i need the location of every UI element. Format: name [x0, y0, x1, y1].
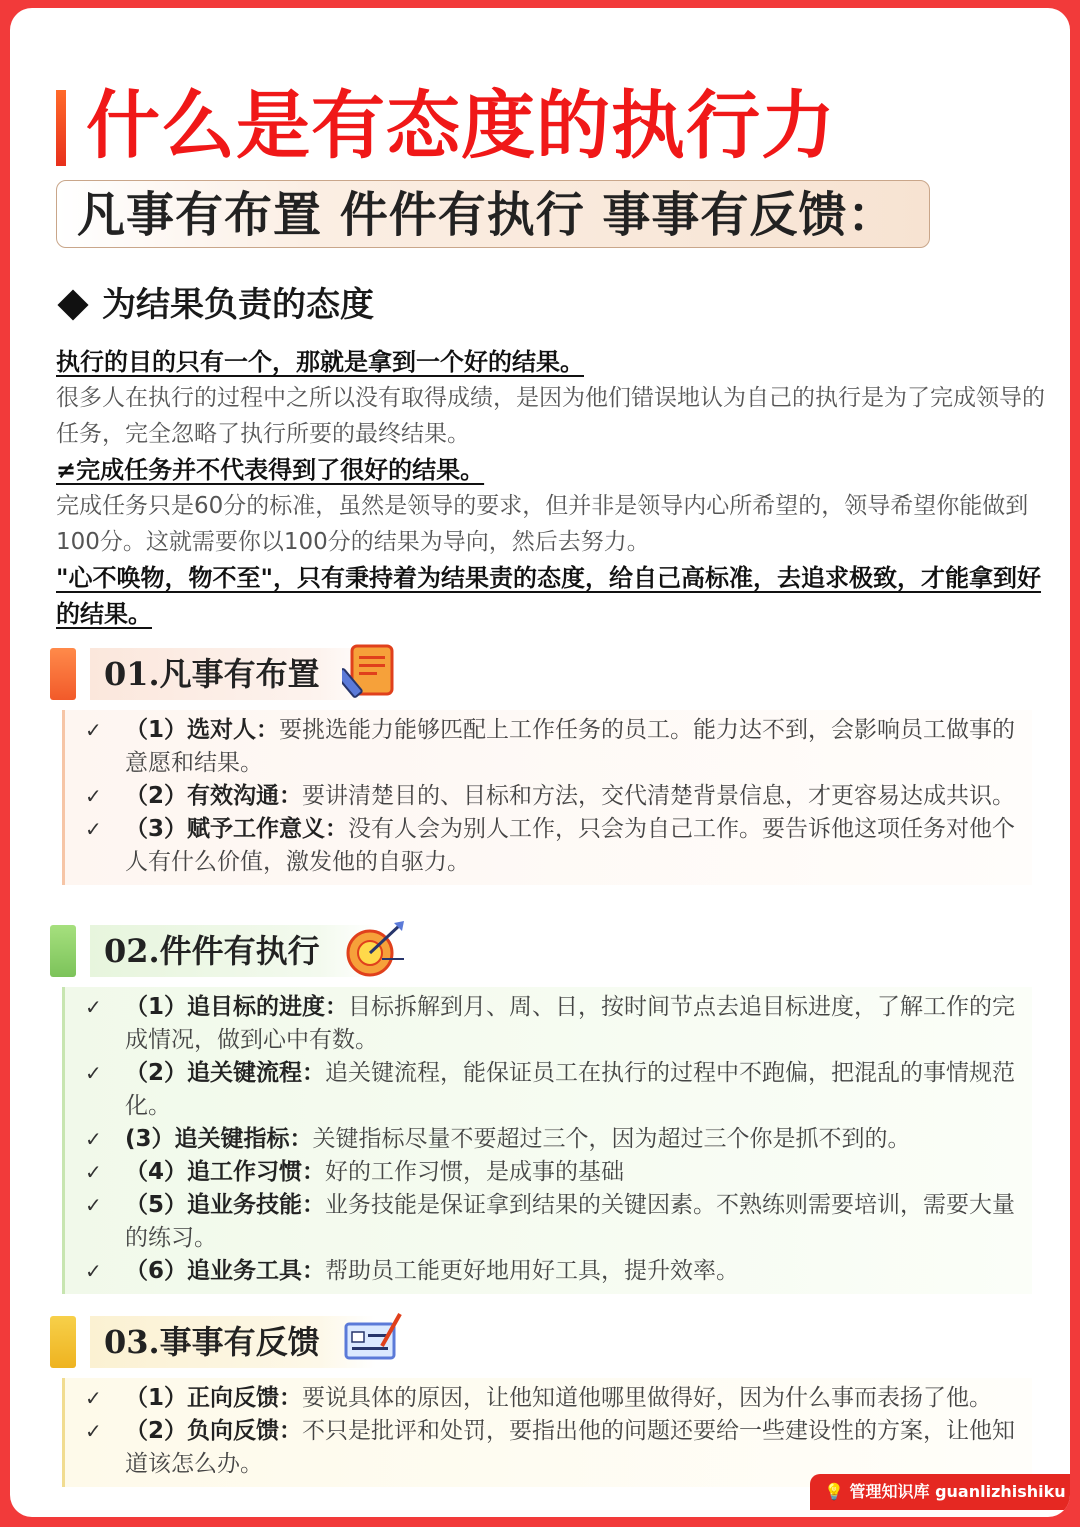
section-02-bar	[50, 925, 76, 977]
check-icon: ✓	[85, 1419, 102, 1443]
list-item	[73, 714, 1032, 780]
item-text: 帮助员工能更好地用好工具，提升效率。	[325, 1258, 740, 1284]
intro-emphasis-3: "心不唤物，物不至"，只有秉持着为结果责的态度，给自己高标准，去追求极致，才能拿到好的结果。	[56, 564, 1042, 628]
item-label: （1）追目标的进度：	[125, 994, 349, 1020]
page-card	[10, 8, 1070, 1517]
target-icon	[342, 919, 406, 981]
lightbulb-icon: 💡	[824, 1482, 850, 1501]
check-icon: ✓	[85, 817, 102, 841]
check-icon: ✓	[85, 718, 102, 742]
check-icon: ✓	[85, 995, 102, 1019]
section-03-title: 03.事事有反馈	[90, 1316, 376, 1368]
check-icon: ✓	[85, 1193, 102, 1217]
check-icon: ✓	[85, 1160, 102, 1184]
item-text: 目标拆解到月、周、日，按时间节点去追目标进度，了解工作的完成情况，做到心中有数。	[125, 994, 1016, 1053]
section-03-header	[50, 1316, 430, 1368]
section-01-header	[50, 648, 430, 700]
section-01-title: 01.凡事有布置	[90, 648, 376, 700]
subtitle-banner: 凡事有布置 件件有执行 事事有反馈：	[56, 180, 930, 248]
section-02-body	[62, 987, 1032, 1294]
diamond-bullet-icon	[57, 289, 88, 320]
item-text: 业务技能是保证拿到结果的关键因素。不熟练则需要培训，需要大量的练习。	[125, 1192, 1016, 1251]
list-item	[73, 1156, 1032, 1189]
item-text: 要挑选能力能够匹配上工作任务的员工。能力达不到，会影响员工做事的意愿和结果。	[125, 717, 1016, 776]
list-item	[73, 991, 1032, 1057]
intro-emphasis-1: 执行的目的只有一个，那就是拿到一个好的结果。	[56, 348, 584, 376]
check-icon: ✓	[85, 1259, 102, 1283]
watermark-badge	[810, 1474, 1070, 1510]
list-item	[73, 1255, 1032, 1288]
intro-body-2: 完成任务只是60分的标准，虽然是领导的要求，但并非是领导内心所希望的，领导希望你能做到100分。这就需要你以100分的结果为导向，然后去努力。	[56, 493, 1029, 555]
list-item	[73, 780, 1032, 813]
item-text: 追关键流程，能保证员工在执行的过程中不跑偏，把混乱的事情规范化。	[125, 1060, 1016, 1119]
list-item	[73, 1382, 1032, 1415]
item-label: （1）正向反馈：	[125, 1385, 303, 1411]
check-icon: ✓	[85, 784, 102, 808]
item-text: 要说具体的原因，让他知道他哪里做得好，因为什么事而表扬了他。	[302, 1385, 993, 1411]
title-accent-bar	[56, 90, 66, 166]
intro-body-1: 很多人在执行的过程中之所以没有取得成绩，是因为他们错误地认为自己的执行是为了完成领导的任务，完全忽略了执行所要的最终结果。	[56, 385, 1045, 447]
section-01-bar	[50, 648, 76, 700]
watermark-text: 管理知识库 guanlizhishiku	[849, 1482, 1066, 1501]
list-item	[73, 1189, 1032, 1255]
check-icon: ✓	[85, 1386, 102, 1410]
section-02-title: 02.件件有执行	[90, 925, 376, 977]
item-label: （5）追业务技能：	[125, 1192, 326, 1218]
list-item	[73, 813, 1032, 879]
item-text: 没有人会为别人工作，只会为自己工作。要告诉他这项任务对他个人有什么价值，激发他的自驱力。	[125, 816, 1016, 875]
section-01-body	[62, 710, 1032, 885]
list-item	[73, 1415, 1032, 1481]
page-title: 什么是有态度的执行力	[86, 83, 836, 169]
item-label: （3）赋予工作意义：	[125, 816, 349, 842]
notepad-icon	[342, 642, 398, 702]
item-text: 关键指标尽量不要超过三个，因为超过三个你是抓不到的。	[312, 1126, 911, 1152]
check-icon: ✓	[85, 1061, 102, 1085]
item-text: 要讲清楚目的、目标和方法，交代清楚背景信息，才更容易达成共识。	[302, 783, 1016, 809]
item-label: （2）有效沟通：	[125, 783, 303, 809]
list-item	[73, 1123, 1032, 1156]
feedback-card-icon	[342, 1310, 402, 1366]
section-03-bar	[50, 1316, 76, 1368]
item-text: 好的工作习惯，是成事的基础	[325, 1159, 625, 1185]
item-label: （6）追业务工具：	[125, 1258, 326, 1284]
item-text: 不只是批评和处罚，要指出他的问题还要给一些建设性的方案，让他知道该怎么办。	[125, 1418, 1016, 1477]
intro-emphasis-2: ≠完成任务并不代表得到了很好的结果。	[56, 456, 485, 484]
item-label: （4）追工作习惯：	[125, 1159, 326, 1185]
list-item	[73, 1057, 1032, 1123]
intro-block	[56, 344, 1056, 632]
section-03-body	[62, 1378, 1032, 1487]
item-label: （2）追关键流程：	[125, 1060, 326, 1086]
section-02-header	[50, 925, 430, 977]
section-heading	[56, 280, 374, 330]
check-icon: ✓	[85, 1127, 102, 1151]
item-label: (3）追关键指标：	[125, 1126, 313, 1152]
item-label: （1）选对人：	[125, 717, 280, 743]
section-heading-text: 为结果负责的态度	[102, 285, 374, 325]
item-label: （2）负向反馈：	[125, 1418, 303, 1444]
